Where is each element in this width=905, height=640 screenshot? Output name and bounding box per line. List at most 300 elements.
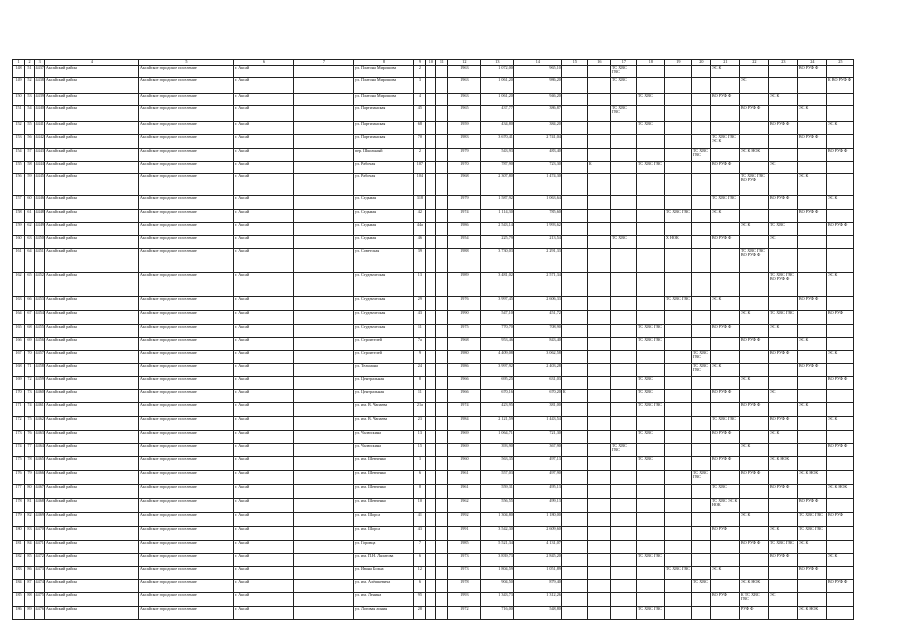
work-cell [588, 65, 611, 77]
work-cell [769, 134, 798, 148]
work-cell [769, 498, 798, 512]
house-number-cell: 11 [414, 324, 426, 337]
settlement-cell: Аксайское городское поселение [139, 470, 234, 484]
row-number-cell: 151 [13, 105, 25, 121]
id-cell: 4465 [35, 456, 45, 470]
work-cell: ТС ХВС ГВС [637, 553, 665, 566]
work-cell [637, 173, 665, 195]
city-cell: г. Аксай [234, 606, 294, 619]
blank-cell [436, 416, 448, 430]
work-cell: ТС ХВС ГВС [611, 443, 637, 456]
blank-cell [436, 553, 448, 566]
work-cell [637, 148, 665, 161]
district-cell: Аксайский район [45, 363, 139, 376]
house-number-cell: 2 [414, 65, 426, 77]
year-cell: 1989 [448, 272, 481, 296]
work-cell: ВО РУФ Ф [740, 540, 769, 553]
table-row [13, 209, 854, 222]
settlement-cell: Аксайское городское поселение [139, 592, 234, 606]
work-cell [562, 512, 588, 526]
house-number-cell: 318 [414, 195, 426, 209]
register-table [12, 59, 854, 620]
year-cell: 1966 [448, 376, 481, 389]
total-area-cell: 1 804,59 [481, 566, 514, 579]
district-cell: Аксайский район [45, 121, 139, 134]
id-cell: 4446 [35, 195, 45, 209]
work-cell [588, 376, 611, 389]
blank-cell [436, 77, 448, 93]
district-cell: Аксайский район [45, 324, 139, 337]
work-cell: ЭС К [827, 195, 854, 209]
work-cell [740, 389, 769, 402]
blank-cell [426, 105, 436, 121]
blank-cell [294, 540, 354, 553]
city-cell: г. Аксай [234, 222, 294, 235]
total-area-cell: 543,93 [481, 148, 514, 161]
total-area-cell: 556,55 [481, 498, 514, 512]
living-area-cell: 1 443,54 [514, 416, 562, 430]
work-cell [711, 148, 740, 161]
column-number-cell: 18 [637, 60, 665, 66]
city-cell: г. Аксай [234, 566, 294, 579]
work-cell [562, 526, 588, 540]
district-cell: Аксайский район [45, 456, 139, 470]
work-cell [562, 161, 588, 173]
work-cell [665, 498, 692, 512]
district-cell: Аксайский район [45, 93, 139, 105]
work-cell: ВО РУФ Ф [827, 376, 854, 389]
district-cell: Аксайский район [45, 512, 139, 526]
year-cell: 1968 [448, 337, 481, 350]
settlement-cell: Аксайское городское поселение [139, 389, 234, 402]
row-number-cell: 172 [13, 416, 25, 430]
settlement-cell: Аксайское городское поселение [139, 121, 234, 134]
work-cell [588, 566, 611, 579]
work-cell [611, 363, 637, 376]
blank-cell [436, 324, 448, 337]
work-cell [665, 363, 692, 376]
work-cell: ЭС К [769, 93, 798, 105]
work-cell [562, 579, 588, 592]
work-cell: ВО РУФ Ф [827, 443, 854, 456]
work-cell [665, 579, 692, 592]
work-cell: ТС ХВС ГВС [637, 606, 665, 619]
work-cell [637, 134, 665, 148]
work-cell [692, 195, 711, 209]
work-cell [711, 470, 740, 484]
work-cell [562, 173, 588, 195]
ordinal-cell: 82 [25, 512, 35, 526]
city-cell: г. Аксай [234, 512, 294, 526]
total-area-cell: 3 997,45 [481, 296, 514, 310]
total-area-cell: 1 343,73 [481, 592, 514, 606]
house-number-cell: 44а [414, 222, 426, 235]
living-area-cell: 1 051,89 [514, 566, 562, 579]
street-cell: ул. им. Шорса [354, 512, 414, 526]
work-cell [692, 161, 711, 173]
work-cell [611, 337, 637, 350]
settlement-cell: Аксайское городское поселение [139, 553, 234, 566]
work-cell [562, 93, 588, 105]
row-number-cell: 155 [13, 161, 25, 173]
work-cell [562, 416, 588, 430]
year-cell: 1963 [448, 77, 481, 93]
work-cell: ЭС К [769, 526, 798, 540]
year-cell: 1961 [448, 470, 481, 484]
ordinal-cell: 59 [25, 173, 35, 195]
work-cell [562, 148, 588, 161]
street-cell: ул. им. Алёшкевича [354, 579, 414, 592]
blank-cell [436, 337, 448, 350]
work-cell [588, 235, 611, 248]
work-cell [827, 430, 854, 443]
work-cell: К [562, 389, 588, 402]
work-cell [588, 350, 611, 363]
work-cell [692, 222, 711, 235]
city-cell: г. Аксай [234, 337, 294, 350]
work-cell: ВО РУФ Ф [711, 389, 740, 402]
work-cell: ВО РУФ Ф [769, 484, 798, 498]
work-cell: ТС ХВС [637, 121, 665, 134]
work-cell: ТС ХВС ГВС [637, 161, 665, 173]
total-area-cell: 1 064,71 [481, 430, 514, 443]
work-cell [798, 77, 827, 93]
work-cell: ВО РУФ Ф [769, 350, 798, 363]
blank-cell [294, 235, 354, 248]
blank-cell [436, 512, 448, 526]
living-area-cell: 1 180,00 [514, 512, 562, 526]
work-cell [769, 209, 798, 222]
table-row [13, 195, 854, 209]
blank-cell [426, 350, 436, 363]
work-cell: ТС ХВС ЭС К НОК [711, 498, 740, 512]
work-cell [769, 77, 798, 93]
blank-cell [426, 512, 436, 526]
work-cell [827, 248, 854, 272]
blank-cell [294, 161, 354, 173]
work-cell [611, 148, 637, 161]
row-number-cell: 182 [13, 553, 25, 566]
settlement-cell: Аксайское городское поселение [139, 402, 234, 416]
city-cell: г. Аксай [234, 93, 294, 105]
settlement-cell: Аксайское городское поселение [139, 337, 234, 350]
settlement-cell: Аксайское городское поселение [139, 148, 234, 161]
row-number-cell: 186 [13, 606, 25, 619]
work-cell [798, 376, 827, 389]
table-row [13, 526, 854, 540]
work-cell [665, 592, 692, 606]
work-cell [665, 512, 692, 526]
house-number-cell: 21а [414, 402, 426, 416]
work-cell [798, 161, 827, 173]
work-cell [588, 134, 611, 148]
blank-cell [436, 272, 448, 296]
year-cell: 1954 [448, 235, 481, 248]
blank-cell [426, 376, 436, 389]
work-cell: ТС ХВС ГВС [769, 310, 798, 324]
total-area-cell: 1 072,00 [481, 65, 514, 77]
work-cell [611, 350, 637, 363]
work-cell: ЭС К [740, 310, 769, 324]
column-number-cell: 22 [740, 60, 769, 66]
city-cell: г. Аксай [234, 310, 294, 324]
settlement-cell: Аксайское городское поселение [139, 484, 234, 498]
work-cell: ТС ХВС ГВС [798, 526, 827, 540]
work-cell: ВО РУФ Ф [711, 430, 740, 443]
living-area-cell: 946,20 [514, 93, 562, 105]
work-cell [665, 121, 692, 134]
city-cell: г. Аксай [234, 350, 294, 363]
work-cell [665, 402, 692, 416]
ordinal-cell: 74 [25, 402, 35, 416]
work-cell [637, 65, 665, 77]
work-cell [611, 376, 637, 389]
living-area-cell: 1 474,30 [514, 173, 562, 195]
id-cell: 4469 [35, 512, 45, 526]
blank-cell [426, 296, 436, 310]
house-number-cell: 6 [414, 470, 426, 484]
living-area-cell: 367,90 [514, 443, 562, 456]
city-cell: г. Аксай [234, 65, 294, 77]
blank-cell [294, 402, 354, 416]
settlement-cell: Аксайское городское поселение [139, 498, 234, 512]
work-cell [769, 65, 798, 77]
work-cell [637, 484, 665, 498]
work-cell: ТС ХВС [769, 222, 798, 235]
work-cell: ЭС К НОК [740, 579, 769, 592]
house-number-cell: 8 [414, 376, 426, 389]
total-area-cell: 423,95 [481, 402, 514, 416]
id-cell: 4459 [35, 376, 45, 389]
work-cell [769, 470, 798, 484]
work-cell [692, 248, 711, 272]
house-number-cell: 2 [414, 148, 426, 161]
id-cell: 4450 [35, 235, 45, 248]
street-cell: ул. Платона Мирошова [354, 93, 414, 105]
work-cell [827, 134, 854, 148]
table-row [13, 105, 854, 121]
work-cell: ТС ХВС ГВС ВО РУФ Ф [769, 272, 798, 296]
work-cell: ЭС К НОК [827, 484, 854, 498]
work-cell [665, 430, 692, 443]
living-area-cell: 213,54 [514, 235, 562, 248]
blank-cell [294, 579, 354, 592]
house-number-cell: 3 [414, 77, 426, 93]
ordinal-cell: 67 [25, 310, 35, 324]
work-cell: ВО РУФ Ф [769, 195, 798, 209]
work-cell: ЭС К НОК [798, 470, 827, 484]
work-cell [665, 337, 692, 350]
work-cell: ВО РУФ Ф [798, 296, 827, 310]
district-cell: Аксайский район [45, 443, 139, 456]
work-cell [692, 592, 711, 606]
work-cell: ТС ХВС ГВС [692, 148, 711, 161]
id-cell: 4454 [35, 310, 45, 324]
row-number-cell: 177 [13, 484, 25, 498]
city-cell: г. Аксай [234, 443, 294, 456]
work-cell [588, 296, 611, 310]
blank-cell [436, 606, 448, 619]
blank-cell [426, 195, 436, 209]
street-cell: ул. Тельмана [354, 363, 414, 376]
city-cell: г. Аксай [234, 498, 294, 512]
settlement-cell: Аксайское городское поселение [139, 540, 234, 553]
work-cell [798, 443, 827, 456]
work-cell [711, 272, 740, 296]
house-number-cell: 6 [414, 553, 426, 566]
work-cell [711, 77, 740, 93]
living-area-cell: 986,20 [514, 77, 562, 93]
column-number-cell: 13 [481, 60, 514, 66]
blank-cell [294, 93, 354, 105]
column-number-cell: 14 [514, 60, 562, 66]
blank-cell [294, 512, 354, 526]
id-cell: 4439 [35, 93, 45, 105]
total-area-cell: 547,10 [481, 310, 514, 324]
work-cell [588, 173, 611, 195]
work-cell: ВО РУФ Ф [769, 416, 798, 430]
blank-cell [436, 470, 448, 484]
work-cell [769, 579, 798, 592]
city-cell: г. Аксай [234, 134, 294, 148]
work-cell: ЭС [769, 389, 798, 402]
ordinal-cell: 70 [25, 350, 35, 363]
work-cell [740, 195, 769, 209]
house-number-cell: 43 [414, 310, 426, 324]
district-cell: Аксайский район [45, 566, 139, 579]
year-cell: 1960 [448, 456, 481, 470]
ordinal-cell: 73 [25, 389, 35, 402]
work-cell [588, 121, 611, 134]
city-cell: г. Аксай [234, 416, 294, 430]
work-cell: ЭС К [740, 512, 769, 526]
blank-cell [294, 566, 354, 579]
city-cell: г. Аксай [234, 148, 294, 161]
work-cell: ТС ХВС ГВС ЭС К [711, 134, 740, 148]
work-cell [637, 470, 665, 484]
living-area-cell: 3 062,58 [514, 350, 562, 363]
city-cell: г. Аксай [234, 195, 294, 209]
work-cell: ЭС К НОК [740, 148, 769, 161]
district-cell: Аксайский район [45, 195, 139, 209]
blank-cell [294, 470, 354, 484]
id-cell: 4475 [35, 592, 45, 606]
blank-cell [426, 540, 436, 553]
work-cell: РУФ Ф [740, 606, 769, 619]
blank-cell [426, 470, 436, 484]
street-cell: ул. Чалюскина [354, 443, 414, 456]
work-cell [711, 579, 740, 592]
column-number-cell: 6 [234, 60, 294, 66]
table-row [13, 540, 854, 553]
work-cell [827, 592, 854, 606]
year-cell: 1973 [448, 553, 481, 566]
work-cell [769, 402, 798, 416]
row-number-cell: 159 [13, 222, 25, 235]
id-cell: 4466 [35, 470, 45, 484]
blank-cell [436, 456, 448, 470]
work-cell [562, 310, 588, 324]
ordinal-cell: 86 [25, 566, 35, 579]
city-cell: г. Аксай [234, 105, 294, 121]
work-cell [740, 134, 769, 148]
id-cell: 4449 [35, 222, 45, 235]
work-cell [665, 606, 692, 619]
city-cell: г. Аксай [234, 470, 294, 484]
blank-cell [436, 134, 448, 148]
ordinal-cell: 68 [25, 324, 35, 337]
table-row [13, 443, 854, 456]
id-cell: 4467 [35, 484, 45, 498]
work-cell [665, 389, 692, 402]
work-cell [798, 93, 827, 105]
blank-cell [436, 350, 448, 363]
work-cell [562, 77, 588, 93]
blank-cell [426, 161, 436, 173]
ordinal-cell: 55 [25, 121, 35, 134]
total-area-cell: 770,70 [481, 324, 514, 337]
ordinal-cell: 80 [25, 484, 35, 498]
work-cell [740, 209, 769, 222]
house-number-cell: 104 [414, 173, 426, 195]
street-cell: ул. Платона Мирошова [354, 65, 414, 77]
year-cell: 1959 [448, 121, 481, 134]
house-number-cell: 11 [414, 389, 426, 402]
street-cell: ул. Студенческая [354, 324, 414, 337]
street-cell: ул. Строителей [354, 350, 414, 363]
row-number-cell: 176 [13, 470, 25, 484]
work-cell: ЭС К [827, 416, 854, 430]
work-cell [611, 161, 637, 173]
row-number-cell: 154 [13, 148, 25, 161]
work-cell [562, 235, 588, 248]
settlement-cell: Аксайское городское поселение [139, 105, 234, 121]
work-cell [611, 296, 637, 310]
district-cell: Аксайский район [45, 173, 139, 195]
ordinal-cell: 57 [25, 148, 35, 161]
work-cell [637, 443, 665, 456]
blank-cell [294, 606, 354, 619]
work-cell [562, 566, 588, 579]
street-cell: ул. Студенческая [354, 272, 414, 296]
row-number-cell: 153 [13, 134, 25, 148]
work-cell [562, 553, 588, 566]
work-cell [637, 579, 665, 592]
house-number-cell: 41 [414, 512, 426, 526]
city-cell: г. Аксай [234, 430, 294, 443]
work-cell [665, 470, 692, 484]
work-cell [692, 77, 711, 93]
blank-cell [426, 235, 436, 248]
total-area-cell: 1 061,20 [481, 93, 514, 105]
work-cell: ВО РУФ [711, 526, 740, 540]
work-cell [611, 121, 637, 134]
settlement-cell: Аксайское городское поселение [139, 606, 234, 619]
living-area-cell: 451,72 [514, 310, 562, 324]
work-cell [798, 416, 827, 430]
living-area-cell: 843,40 [514, 337, 562, 350]
total-area-cell: 3 542,30 [481, 526, 514, 540]
table-row [13, 579, 854, 592]
id-cell: 4455 [35, 324, 45, 337]
total-area-cell: 904,50 [481, 579, 514, 592]
work-cell [692, 209, 711, 222]
total-area-cell: 4 409,08 [481, 350, 514, 363]
work-cell [740, 121, 769, 134]
id-cell: 4453 [35, 296, 45, 310]
work-cell [798, 430, 827, 443]
work-cell [665, 553, 692, 566]
